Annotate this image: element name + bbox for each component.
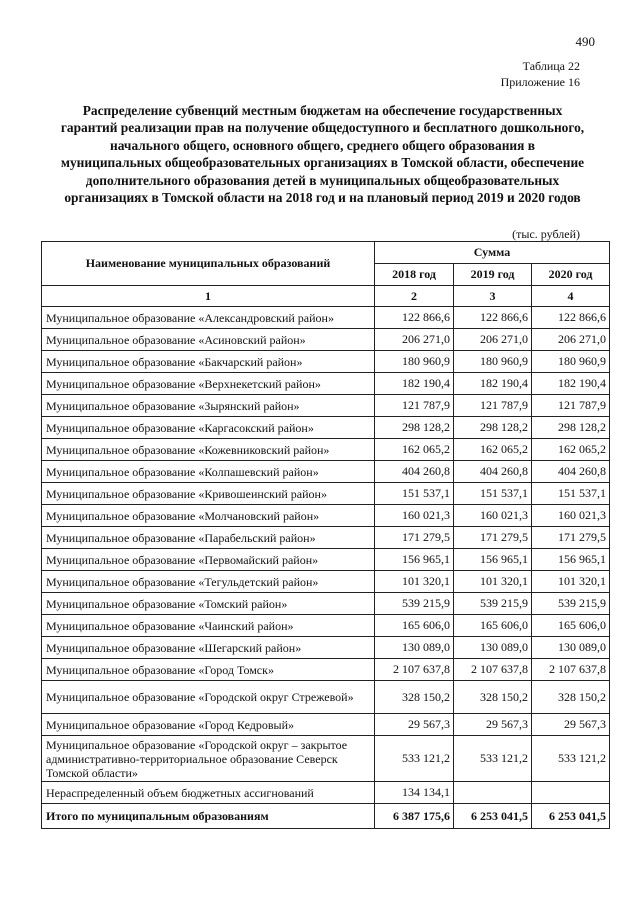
amount-2020: 101 320,1 [532,571,610,593]
municipality-name: Муниципальное образование «Кожевниковский район» [42,439,375,461]
amount-2018: 101 320,1 [375,571,454,593]
amount-2020: 162 065,2 [532,439,610,461]
header-year-2020: 2020 год [532,264,610,286]
table-row [42,417,610,439]
amount-2019: 180 960,9 [454,351,532,373]
table-row [42,659,610,681]
amount-2019: 160 021,3 [454,505,532,527]
municipality-name: Муниципальное образование «Парабельский район» [42,527,375,549]
table-row [42,373,610,395]
amount-2019: 162 065,2 [454,439,532,461]
amount-2018: 134 134,1 [375,782,454,804]
header-sum: Сумма [375,242,610,264]
amount-2019: 121 787,9 [454,395,532,417]
amount-2020: 165 606,0 [532,615,610,637]
amount-2018: 182 190,4 [375,373,454,395]
amount-2020: 180 960,9 [532,351,610,373]
municipality-name: Муниципальное образование «Бакчарский район» [42,351,375,373]
table-row [42,637,610,659]
column-number: 4 [532,286,610,307]
amount-2018: 206 271,0 [375,329,454,351]
amount-2020: 121 787,9 [532,395,610,417]
amount-2018: 539 215,9 [375,593,454,615]
amount-2019 [454,782,532,804]
table-row [42,461,610,483]
amount-2020: 156 965,1 [532,549,610,571]
table-row [42,782,610,804]
column-number: 1 [42,286,375,307]
municipality-name: Муниципальное образование «Кривошеинский район» [42,483,375,505]
amount-2018: 165 606,0 [375,615,454,637]
municipality-name: Муниципальное образование «Верхнекетский район» [42,373,375,395]
amount-2019: 151 537,1 [454,483,532,505]
total-label: Итого по муниципальным образованиям [42,804,375,829]
table-row [42,549,610,571]
table-label: Таблица 22 [522,59,580,73]
amount-2018: 29 567,3 [375,714,454,736]
amount-2019: 2 107 637,8 [454,659,532,681]
table-row [42,736,610,782]
amount-2018: 130 089,0 [375,637,454,659]
table-row [42,505,610,527]
amount-2020: 122 866,6 [532,307,610,329]
table-row [42,714,610,736]
header-municipality: Наименование муниципальных образований [42,242,375,286]
amount-2019: 171 279,5 [454,527,532,549]
amount-2018: 404 260,8 [375,461,454,483]
amount-2019: 29 567,3 [454,714,532,736]
amount-2018: 328 150,2 [375,681,454,714]
amount-2018: 121 787,9 [375,395,454,417]
amount-2018: 162 065,2 [375,439,454,461]
amount-2018: 156 965,1 [375,549,454,571]
table-row [42,527,610,549]
page-number: 490 [575,34,595,49]
table-row [42,351,610,373]
amount-2019: 298 128,2 [454,417,532,439]
document-title: Распределение субвенций местным бюджетам на обеспечение государственных гарантий реализации прав на получение общедоступного и бесплатного дошкольного, начального общего, основного общего, среднего общего образования в муниципальных общеобразовательных организациях в Томской области, обеспечение дополнительного образования детей в муниципальных общеобразовательных организациях в Томской области на 2018 год и на плановый период 2019 и 2020 годов [60,103,585,206]
amount-2018: 122 866,6 [375,307,454,329]
amount-2020: 182 190,4 [532,373,610,395]
table-row [42,329,610,351]
table-row [42,593,610,615]
amount-2020: 2 107 637,8 [532,659,610,681]
amount-2019: 533 121,2 [454,736,532,782]
table-row [42,483,610,505]
amount-2020: 298 128,2 [532,417,610,439]
units-label: (тыс. рублей) [512,227,580,241]
municipality-name: Муниципальное образование «Чаинский район» [42,615,375,637]
municipality-name: Муниципальное образование «Молчановский район» [42,505,375,527]
column-number-row [42,286,610,307]
total-2020: 6 253 041,5 [532,804,610,829]
municipality-name: Муниципальное образование «Александровский район» [42,307,375,329]
municipality-name: Муниципальное образование «Городской округ Стрежевой» [42,681,375,714]
table-row [42,439,610,461]
amount-2018: 298 128,2 [375,417,454,439]
total-2019: 6 253 041,5 [454,804,532,829]
amount-2019: 101 320,1 [454,571,532,593]
municipality-name: Муниципальное образование «Город Томск» [42,659,375,681]
amount-2020: 328 150,2 [532,681,610,714]
amount-2020: 151 537,1 [532,483,610,505]
municipality-name: Муниципальное образование «Каргасокский район» [42,417,375,439]
municipality-name: Муниципальное образование «Тегульдетский район» [42,571,375,593]
table-row [42,307,610,329]
table-row [42,395,610,417]
table-row [42,571,610,593]
table-row [42,615,610,637]
municipality-name: Муниципальное образование «Колпашевский район» [42,461,375,483]
amount-2019: 539 215,9 [454,593,532,615]
table-row [42,681,610,714]
amount-2020: 171 279,5 [532,527,610,549]
amount-2018: 533 121,2 [375,736,454,782]
amount-2018: 160 021,3 [375,505,454,527]
amount-2019: 206 271,0 [454,329,532,351]
amount-2019: 404 260,8 [454,461,532,483]
total-row [42,804,610,829]
header-year-2019: 2019 год [454,264,532,286]
municipality-name: Муниципальное образование «Городской округ – закрытое административно-территориальное образование Северск Томской области» [42,736,375,782]
amount-2019: 328 150,2 [454,681,532,714]
amount-2020: 533 121,2 [532,736,610,782]
amount-2018: 2 107 637,8 [375,659,454,681]
amount-2020: 29 567,3 [532,714,610,736]
total-2018: 6 387 175,6 [375,804,454,829]
amount-2019: 165 606,0 [454,615,532,637]
amount-2018: 180 960,9 [375,351,454,373]
column-number: 3 [454,286,532,307]
appendix-label: Приложение 16 [500,75,580,89]
municipality-name: Муниципальное образование «Зырянский район» [42,395,375,417]
subvention-table [41,241,610,829]
amount-2020: 206 271,0 [532,329,610,351]
amount-2018: 151 537,1 [375,483,454,505]
municipality-name: Нераспределенный объем бюджетных ассигнований [42,782,375,804]
municipality-name: Муниципальное образование «Томский район» [42,593,375,615]
municipality-name: Муниципальное образование «Шегарский район» [42,637,375,659]
amount-2020: 160 021,3 [532,505,610,527]
municipality-name: Муниципальное образование «Город Кедровый» [42,714,375,736]
amount-2020: 404 260,8 [532,461,610,483]
amount-2018: 171 279,5 [375,527,454,549]
amount-2020: 539 215,9 [532,593,610,615]
amount-2020 [532,782,610,804]
amount-2019: 182 190,4 [454,373,532,395]
amount-2019: 122 866,6 [454,307,532,329]
column-number: 2 [375,286,454,307]
municipality-name: Муниципальное образование «Первомайский район» [42,549,375,571]
amount-2019: 156 965,1 [454,549,532,571]
amount-2020: 130 089,0 [532,637,610,659]
amount-2019: 130 089,0 [454,637,532,659]
header-year-2018: 2018 год [375,264,454,286]
municipality-name: Муниципальное образование «Асиновский район» [42,329,375,351]
